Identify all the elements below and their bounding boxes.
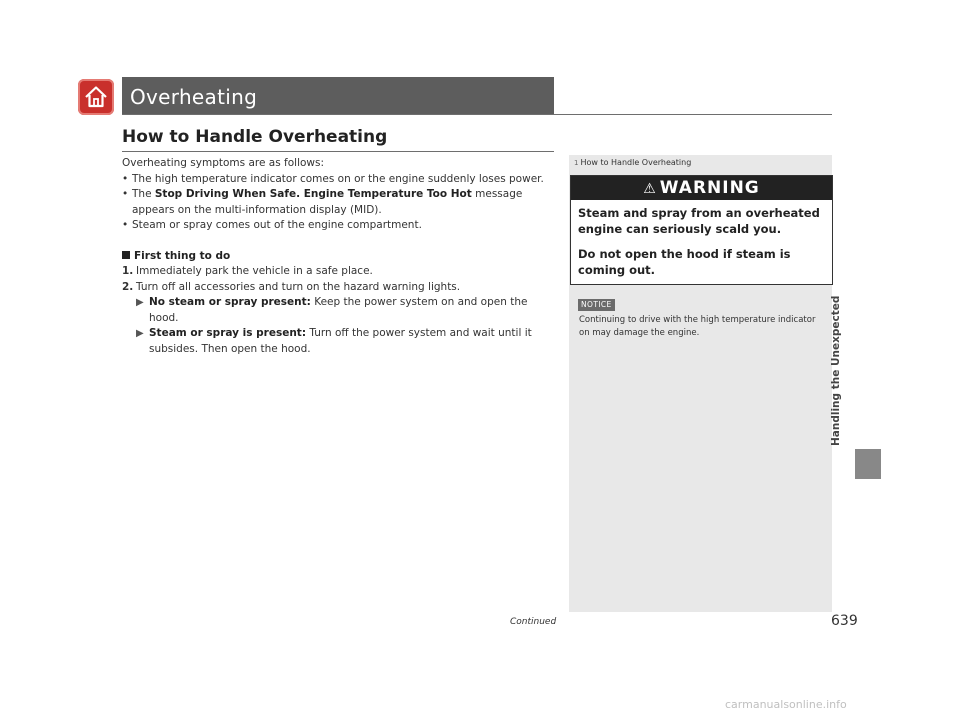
home-button[interactable] [78, 79, 114, 115]
symptom-item: • The Stop Driving When Safe. Engine Temperature Too Hot message appears on the multi-information display (MID). [122, 188, 523, 216]
page-number: 639 [831, 613, 858, 629]
warning-triangle-icon: ⚠ [643, 181, 657, 197]
sub-item: ▶ Steam or spray is present: Turn off the power system and wait until it subsides. Then open the hood. [136, 327, 532, 355]
mid-message: Stop Driving When Safe. Engine Temperature Too Hot [154, 188, 472, 200]
step-item: 2. Turn off all accessories and turn on the hazard warning lights. [122, 280, 461, 293]
warning-header: ⚠ WARNING [571, 176, 832, 200]
notice-badge: NOTICE [578, 299, 615, 311]
notice-text: Continuing to drive with the high temperature indicator on may damage the engine. [579, 315, 816, 338]
reference-icon: 1 [574, 159, 579, 167]
symptom-item: • The high temperature indicator comes on or the engine suddenly loses power. [122, 172, 544, 185]
sub-item: ▶ No steam or spray present: Keep the power system on and open the hood. [136, 296, 528, 324]
title-rule [122, 114, 832, 115]
warning-text: Steam and spray from an overheated engine can seriously scald you. Do not open the hood if steam is coming out. [578, 206, 820, 277]
home-icon [83, 84, 109, 110]
section-heading: How to Handle Overheating [122, 127, 388, 147]
intro-text: Overheating symptoms are as follows: [122, 157, 325, 169]
square-bullet-icon [122, 251, 130, 259]
arrow-icon: ▶ [136, 328, 144, 339]
step-item: 1. Immediately park the vehicle in a safe place. [122, 265, 373, 277]
body-text [122, 156, 556, 357]
side-panel-label: 1 How to Handle Overheating [574, 158, 692, 167]
warning-box [570, 175, 833, 285]
subheading: First thing to do [122, 249, 556, 265]
watermark: carmanualsonline.info [725, 698, 847, 711]
symptom-item: • Steam or spray comes out of the engine compartment. [122, 219, 422, 231]
chapter-tab-label[interactable]: Handling the Unexpected [830, 295, 842, 446]
arrow-icon: ▶ [136, 297, 144, 308]
page-title: Overheating [130, 85, 258, 109]
continued-label: Continued [510, 617, 557, 627]
section-rule [122, 151, 554, 152]
chapter-tab-marker [855, 449, 881, 479]
